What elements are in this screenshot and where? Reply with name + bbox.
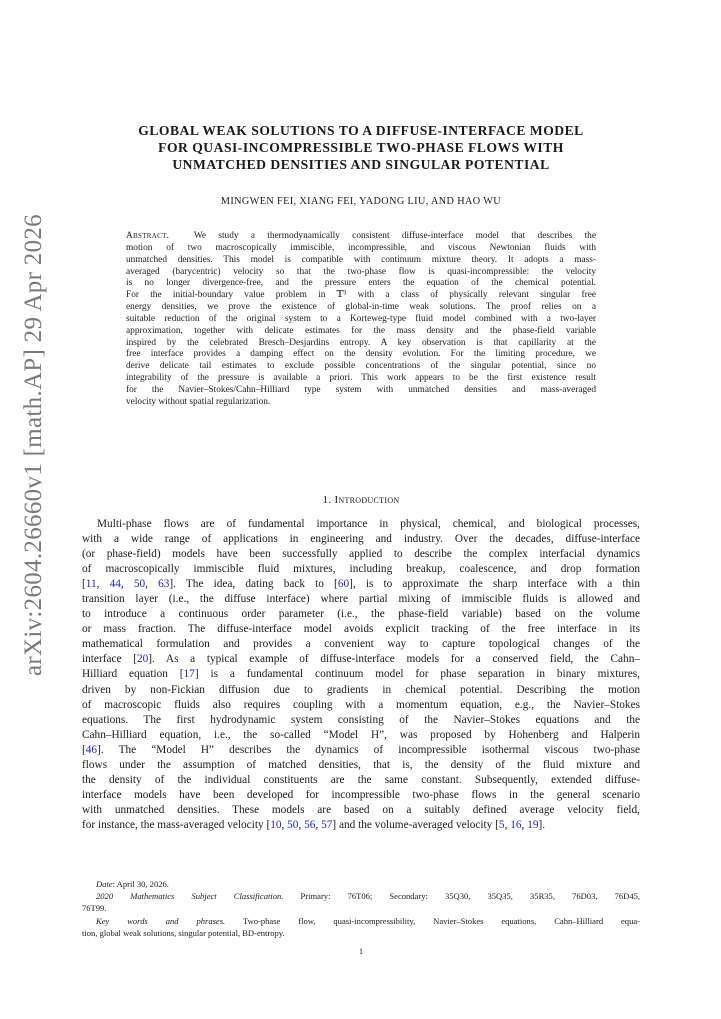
body-line: Multi-phase flows are of fundamental importance in physical, chemical, and biological processes, [97, 518, 640, 530]
title-line: FOR QUASI-INCOMPRESSIBLE TWO-PHASE FLOWS WITH [158, 140, 564, 155]
citation-link[interactable]: 10 [270, 818, 282, 831]
footnote-msc: 2020 Mathematics Subject Classification. Primary: 76T06; Secondary: 35Q30, 35Q35, 35R35, 76D03, 76D45, [96, 891, 640, 902]
footnote-keywords-continued: tion, global weak solutions, singular potential, BD-entropy. [82, 927, 285, 938]
abstract-line: energy densities, we prove the existence of global-in-time weak solutions. The proof relies on a [126, 302, 596, 313]
section-title: Introduction [334, 494, 400, 506]
introduction-body [82, 517, 640, 833]
body-line: with a wide range of applications in engineering and industry. Over the decades, diffuse-interface [82, 533, 640, 546]
citation-link[interactable]: 11 [85, 578, 97, 591]
arxiv-identifier-text: arXiv:2604.26660v1 [math.AP] 29 Apr 2026 [20, 214, 47, 676]
body-line: interface [20]. As a typical example of diffuse-interface models for a conserved field, the Cahn– [82, 653, 640, 666]
body-line: equations. The first hydrodynamic system consisting of the Navier–Stokes equations and the [82, 713, 640, 726]
body-line: of macroscopic fluids also requires coupling with a momentum equation, e.g., the Navier–Stokes [82, 698, 640, 711]
body-line: (or phase-field) models have been successfully applied to describe the complex interfacial dynamics [82, 548, 640, 561]
body-line: interface models have been developed for incompressible two-phase flows in the general scenario [82, 788, 640, 801]
abstract-line: motion of two macroscopically immiscible, incompressible, and viscous Newtonian fluids with [126, 242, 596, 253]
citation-link[interactable]: 56 [304, 818, 316, 831]
arxiv-identifier-stamp [12, 210, 56, 680]
body-line: of macroscopically immiscible fluid mixtures, including breakup, coalescence, and drop formation [82, 563, 640, 576]
body-line: Hilliard equation [17] is a fundamental continuum model for phase separation in binary mixtures, [82, 668, 640, 681]
citation-link[interactable]: 20 [136, 653, 149, 666]
citation-link[interactable]: 63 [158, 578, 170, 591]
abstract-line: Abstract. We study a thermodynamically consistent diffuse-interface model that describes the [126, 231, 596, 241]
body-line: [46]. The “Model H” describes the dynamics of incompressible isothermal viscous two-phase [82, 743, 640, 756]
citation-link[interactable]: 5 [498, 818, 505, 831]
body-line: flows under the assumption of matched densities, that is, the density of the fluid mixture and [82, 758, 640, 771]
citation-link[interactable]: 44 [109, 578, 121, 591]
abstract-line: free interface provides a damping effect on the density evolution. For the limiting procedure, we [126, 349, 596, 360]
section-number: 1. [322, 494, 332, 506]
abstract [126, 231, 596, 409]
body-line: [11, 44, 50, 63]. The idea, dating back to [60], is to approximate the sharp interface with a thin [82, 578, 640, 591]
abstract-line: is no longer divergence-free, and the pressure enters the equation of the chemical potential. [126, 278, 596, 289]
citation-link[interactable]: 16 [510, 818, 522, 831]
abstract-heading: Abstract. [126, 231, 170, 241]
footnote-keywords: Key words and phrases. Two-phase flow, quasi-incompressibility, Navier–Stokes equations, Cahn–Hilliard equa- [96, 915, 640, 926]
title-line: UNMATCHED DENSITIES AND SINGULAR POTENTIAL [172, 157, 550, 172]
page-number: 1 [358, 946, 364, 956]
citation-link[interactable]: 50 [133, 578, 146, 591]
body-line: to introduce a continuous order parameter (i.e., the phase-field variable) based on the volume [82, 608, 640, 621]
abstract-line: inspired by the celebrated Bresch–Desjardins entropy. A key observation is that capillarity at the [126, 337, 596, 348]
abstract-line: approximation, together with delicate estimates for the mass density and the phase-field variable [126, 325, 596, 336]
abstract-line: For the initial-boundary value problem in 𝕋³ with a class of physically relevant singular free [126, 290, 596, 301]
abstract-line: velocity without spatial regularization. [126, 396, 271, 407]
body-line: driven by non-Fickian diffusion due to gradients in chemical potential. Describing the motion [82, 683, 640, 696]
body-line: with unmatched densities. These models are based on a suitably defined average velocity field, [82, 803, 640, 816]
citation-link[interactable]: 60 [337, 578, 350, 591]
citation-link[interactable]: 50 [287, 818, 299, 831]
citation-link[interactable]: 17 [183, 668, 195, 681]
citation-link[interactable]: 46 [85, 743, 98, 756]
footnotes [82, 878, 640, 939]
abstract-line: averaged (barycentric) velocity so that the two-phase flow is quasi-incompressible: the velocity [126, 266, 596, 277]
body-line: for instance, the mass-averaged velocity [10, 50, 56, 57] and the volume-averaged velocity [5, 16, 19]. [82, 818, 546, 831]
abstract-line: for the Navier–Stokes/Cahn–Hilliard type system with unmatched densities and mass-averaged [126, 384, 596, 395]
body-line: Cahn–Hilliard equation, i.e., the so-called “Model H”, was proposed by Hohenberg and Halperin [82, 728, 640, 741]
abstract-line: suitable reduction of the original system to a Korteweg-type fluid model combined with a two-layer [126, 313, 596, 324]
citation-link[interactable]: 57 [321, 818, 333, 831]
body-line: the density of the individual constituents are the same constant. Subsequently, extended diffuse- [82, 773, 640, 786]
paper-title [82, 122, 640, 173]
body-line: or mass fraction. The diffuse-interface model avoids explicit tracking of the free interface in its [82, 623, 640, 636]
abstract-line: integrability of the pressure is available a priori. This work appears to be the first existence result [126, 373, 596, 384]
body-line: mathematical formulation and provides a convenient way to capture topological changes of the [82, 638, 640, 651]
abstract-line: unmatched densities. This model is compatible with continuum mixture theory. It adopts a mass- [126, 254, 596, 265]
title-line: GLOBAL WEAK SOLUTIONS TO A DIFFUSE-INTERFACE MODEL [138, 123, 584, 138]
footnote-date: Date: April 30, 2026. [96, 879, 169, 889]
footnote-msc-continued: 76T99. [82, 903, 107, 914]
author-list: MINGWEN FEI, XIANG FEI, YADONG LIU, AND HAO WU [220, 196, 502, 207]
citation-link[interactable]: 19 [527, 818, 539, 831]
abstract-line: derive delicate tail estimates to exclude possible concentrations of the singular potential, since no [126, 361, 596, 372]
body-line: transition layer (i.e., the diffuse interface) where partial mixing of immiscible fluids is allowed and [82, 593, 640, 606]
section-heading [82, 494, 640, 506]
